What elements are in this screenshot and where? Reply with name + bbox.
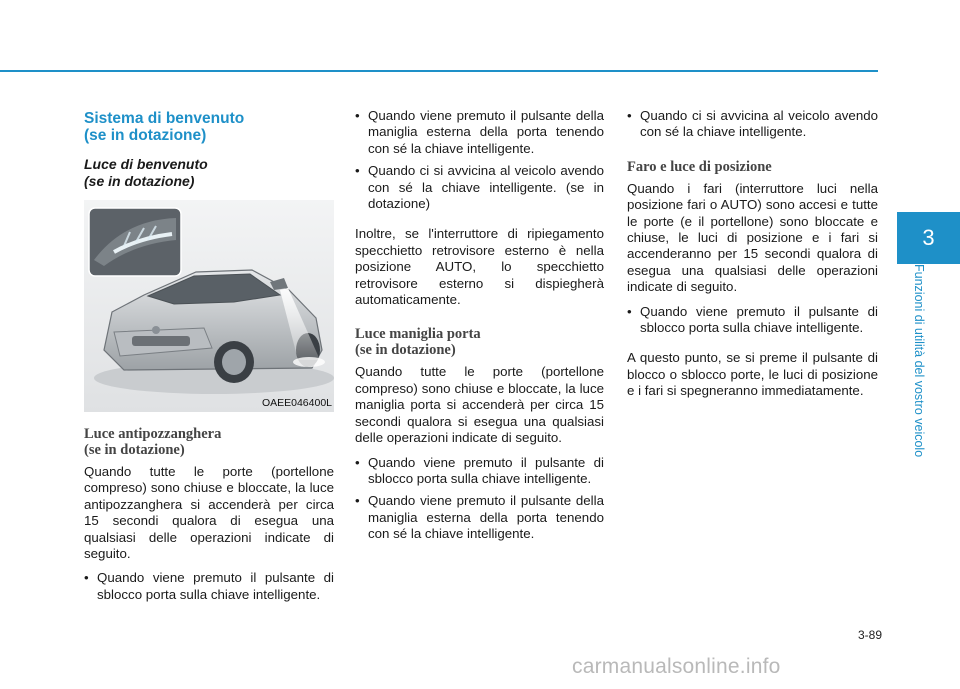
- puddle-light-text: Quando tutte le porte (portellone compreso) sono chiuse e bloccate, la luce antipozzanghera si accenderà per circa 15 secondi qualora di esegua una qualsiasi delle operazioni indicate di seguito.: [84, 464, 334, 562]
- section-title: [84, 110, 334, 144]
- section-subtitle: [84, 156, 334, 190]
- car-illustration: [84, 200, 334, 412]
- mirror-note: Inoltre, se l'interruttore di ripiegamento specchietto retrovisore esterno è nella posizione AUTO, lo specchietto retrovisore esterno si dispiegherà automaticamente.: [355, 226, 604, 308]
- list-item: • Quando viene premuto il pulsante della maniglia esterna della porta tenendo con sé la chiave intelligente.: [355, 493, 604, 542]
- watermark: carmanualsonline.info: [572, 655, 781, 678]
- list-item: • Quando ci si avvicina al veicolo avendo con sé la chiave intelligente. (se in dotazione): [355, 163, 604, 212]
- puddle-bullets-col2: [355, 108, 604, 212]
- position-bullets: [627, 304, 878, 337]
- header-rule: [0, 70, 878, 72]
- puddle-heading-line1: Luce antipozzanghera: [84, 426, 222, 442]
- handle-light-heading: [355, 326, 604, 358]
- handle-heading-line2: (se in dotazione): [355, 342, 456, 359]
- section-subtitle-line2: (se in dotazione): [84, 173, 195, 189]
- handle-heading-line1: Luce maniglia porta: [355, 326, 481, 343]
- handle-bullets-col2: [355, 455, 604, 543]
- column-1: [84, 108, 334, 611]
- list-item: • Quando ci si avvicina al veicolo avendo con sé la chiave intelligente.: [627, 108, 878, 141]
- chapter-tab: [897, 212, 960, 264]
- column-3: [627, 108, 878, 408]
- chapter-number: 3: [922, 225, 935, 250]
- position-light-heading: Faro e luce di posizione: [627, 158, 772, 175]
- position-note: A questo punto, se si preme il pulsante di blocco o sblocco porte, le luci di posizione e i fari si spegneranno immediatamente.: [627, 350, 878, 399]
- page-number: 3-89: [857, 628, 882, 642]
- puddle-bullets-col1: [84, 570, 334, 603]
- list-item: • Quando viene premuto il pulsante di sblocco porta sulla chiave intelligente.: [627, 304, 878, 337]
- list-item: • Quando viene premuto il pulsante della maniglia esterna della porta tenendo con sé la chiave intelligente.: [355, 108, 604, 157]
- section-title-line1: Sistema di benvenuto: [84, 110, 245, 127]
- column-2: [355, 108, 604, 551]
- handle-light-text: Quando tutte le porte (portellone compreso) sono chiuse e bloccate, la luce maniglia porta si accenderà per circa 15 secondi qualora si esegua una qualsiasi delle operazioni indicate di seguito.: [355, 364, 604, 446]
- list-item: • Quando viene premuto il pulsante di sblocco porta sulla chiave intelligente.: [355, 455, 604, 488]
- handle-bullets-col3: [627, 108, 878, 141]
- section-title-line2: (se in dotazione): [84, 127, 207, 144]
- list-item: • Quando viene premuto il pulsante di sblocco porta sulla chiave intelligente.: [84, 570, 334, 603]
- figure-caption: OAEE046400L: [261, 397, 332, 409]
- chapter-title: Funzioni di utilità del vostro veicolo: [912, 264, 926, 458]
- section-subtitle-line1: Luce di benvenuto: [84, 156, 208, 172]
- puddle-heading-line2: (se in dotazione): [84, 442, 185, 458]
- puddle-light-heading: [84, 426, 334, 458]
- position-light-text: Quando i fari (interruttore luci nella posizione fari o AUTO) sono accesi e tutte le porte (e il portellone) sono bloccate e chiuse, le luci di posizione e i fari si accenderanno per 15 secondi qualora di esegua una qualsiasi delle operazioni indicate di seguito.: [627, 180, 878, 295]
- car-welcome-light-illustration: [84, 200, 334, 412]
